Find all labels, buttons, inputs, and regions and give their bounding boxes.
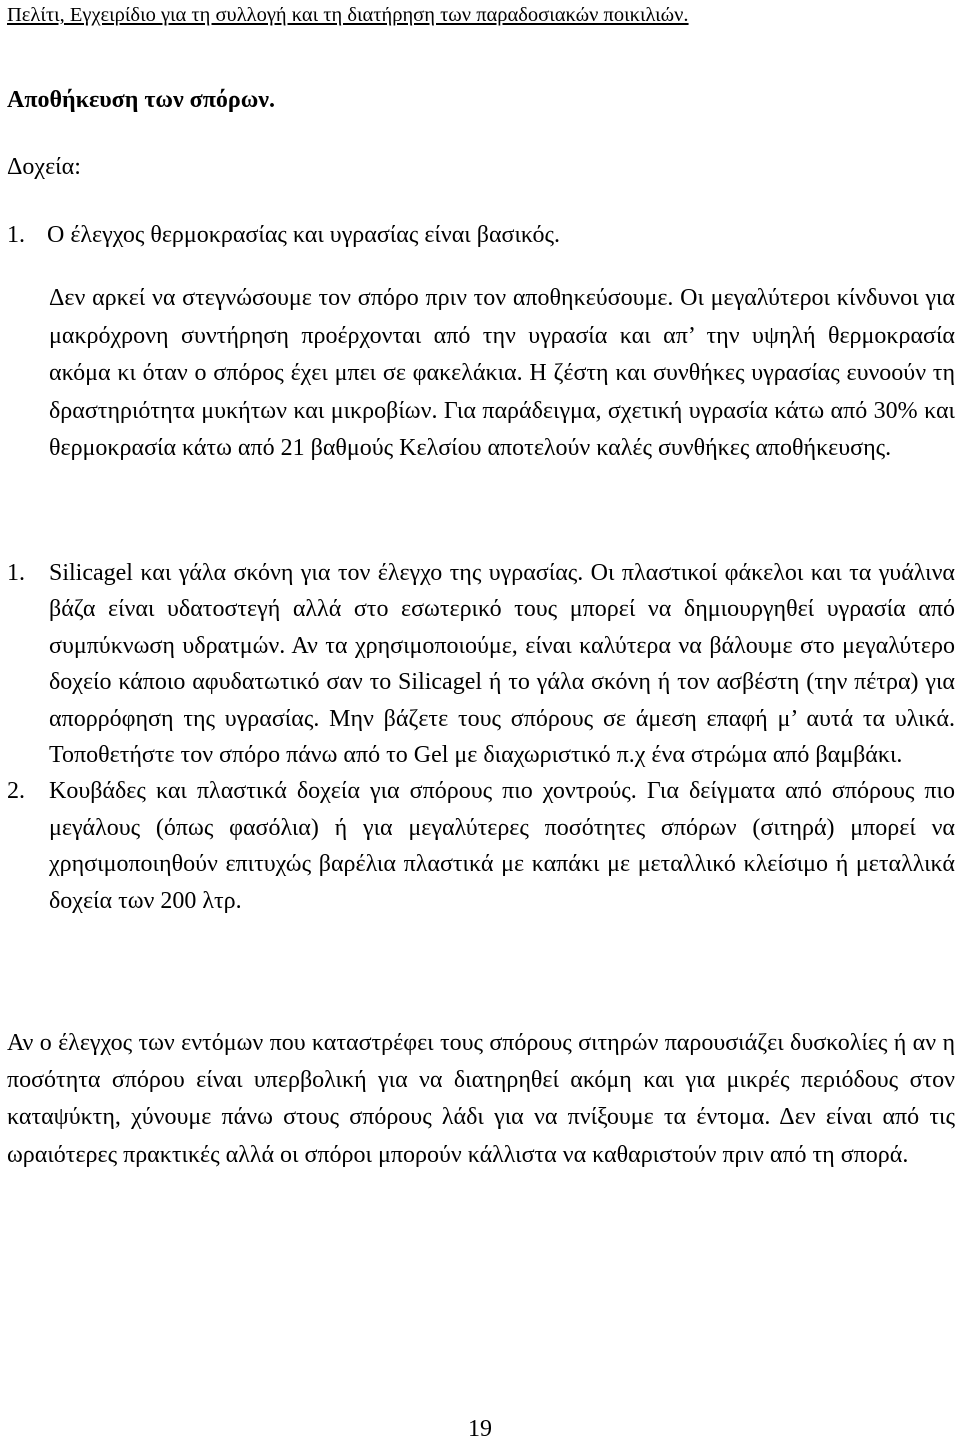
- running-header: Πελίτι, Εγχειρίδιο για τη συλλογή και τη διατήρηση των παραδοσιακών ποικιλιών.: [7, 4, 689, 26]
- sublist-item-text: Κουβάδες και πλαστικά δοχεία για σπόρους πιο χοντρούς. Για δείγματα από σπόρους πιο μεγάλους (όπως φασόλια) ή για μεγαλύτερες ποσότητες σπόρων (σιτηρά) μπορεί να χρησιμοποιηθούν επιτυχώς βαρέλια πλαστικά με καπάκι με μεταλλικό κλείσιμο ή μεταλλικά δοχεία των 200 λτρ.: [49, 778, 955, 914]
- sublist-item-buckets: [7, 773, 955, 919]
- sublist-item-text: Silicagel και γάλα σκόνη για τον έλεγχο της υγρασίας. Οι πλαστικοί φάκελοι και τα γυάλινα βάζα είναι υδατοστεγή αλλά στο εσωτερικό τους μπορεί να δημιουργηθεί υγρασία από συμπύκνωση υδρατμών. Αν τα χρησιμοποιούμε, είναι καλύτερα να βάλουμε στο μεγαλύτερο δοχείο κάποιο αφυδατωτικό σαν το Silicagel ή το γάλα σκόνη ή τον ασβέστη (την πέτρα) για απορρόφηση της υγρασίας. Μην βάζετε τους σπόρους σε άμεση επαφή μ’ αυτά τα υλικά. Τοποθετήστε τον σπόρο πάνω από το Gel με διαχωριστικό π.χ ένα στρώμα από βαμβάκι.: [49, 560, 955, 769]
- body-paragraph-storage-conditions: Δεν αρκεί να στεγνώσουμε τον σπόρο πριν τον αποθηκεύσουμε. Οι μεγαλύτεροι κίνδυνοι για μακρόχρονη συντήρηση προέρχονται από την υγρασία και απ’ την υψηλή θερμοκρασία ακόμα κι όταν ο σπόρος έχει μπει σε φακελάκια. Η ζέστη και συνθήκες υγρασίας ευνοούν τη δραστηριότητα μυκήτων και μικροβίων. Για παράδειγμα, σχετική υγρασία κάτω από 30% και θερμοκρασία κάτω από 21 βαθμούς Κελσίου αποτελούν καλές συνθήκες αποθήκευσης.: [49, 285, 955, 461]
- list-item-text: Ο έλεγχος θερμοκρασίας και υγρασίας είναι βασικός.: [47, 222, 560, 248]
- containers-label: Δοχεία:: [7, 154, 81, 180]
- container-sublist: [7, 555, 955, 919]
- body-paragraph-insect-control: Αν ο έλεγχος των εντόμων που καταστρέφει τους σπόρους σιτηρών παρουσιάζει δυσκολίες ή αν η ποσότητα σπόρου είναι υπερβολική για να διατηρηθεί ακόμη και για μικρές περιόδους στον καταψύκτη, χύνουμε πάνω στους σπόρους λάδι για να πνίξουμε τα έντομα. Δεν είναι από τις ωραιότερες πρακτικές αλλά οι σπόροι μπορούν κάλλιστα να καθαριστούν πριν από τη σπορά.: [7, 1030, 955, 1168]
- sublist-item-number: 1.: [7, 560, 25, 586]
- sublist-item-number: 2.: [7, 778, 25, 805]
- page-number: 19: [468, 1416, 492, 1442]
- list-item-1: [7, 222, 560, 249]
- list-item-number: 1.: [7, 222, 25, 248]
- section-title: Αποθήκευση των σπόρων.: [7, 87, 275, 113]
- sublist-item-silicagel: [7, 555, 955, 773]
